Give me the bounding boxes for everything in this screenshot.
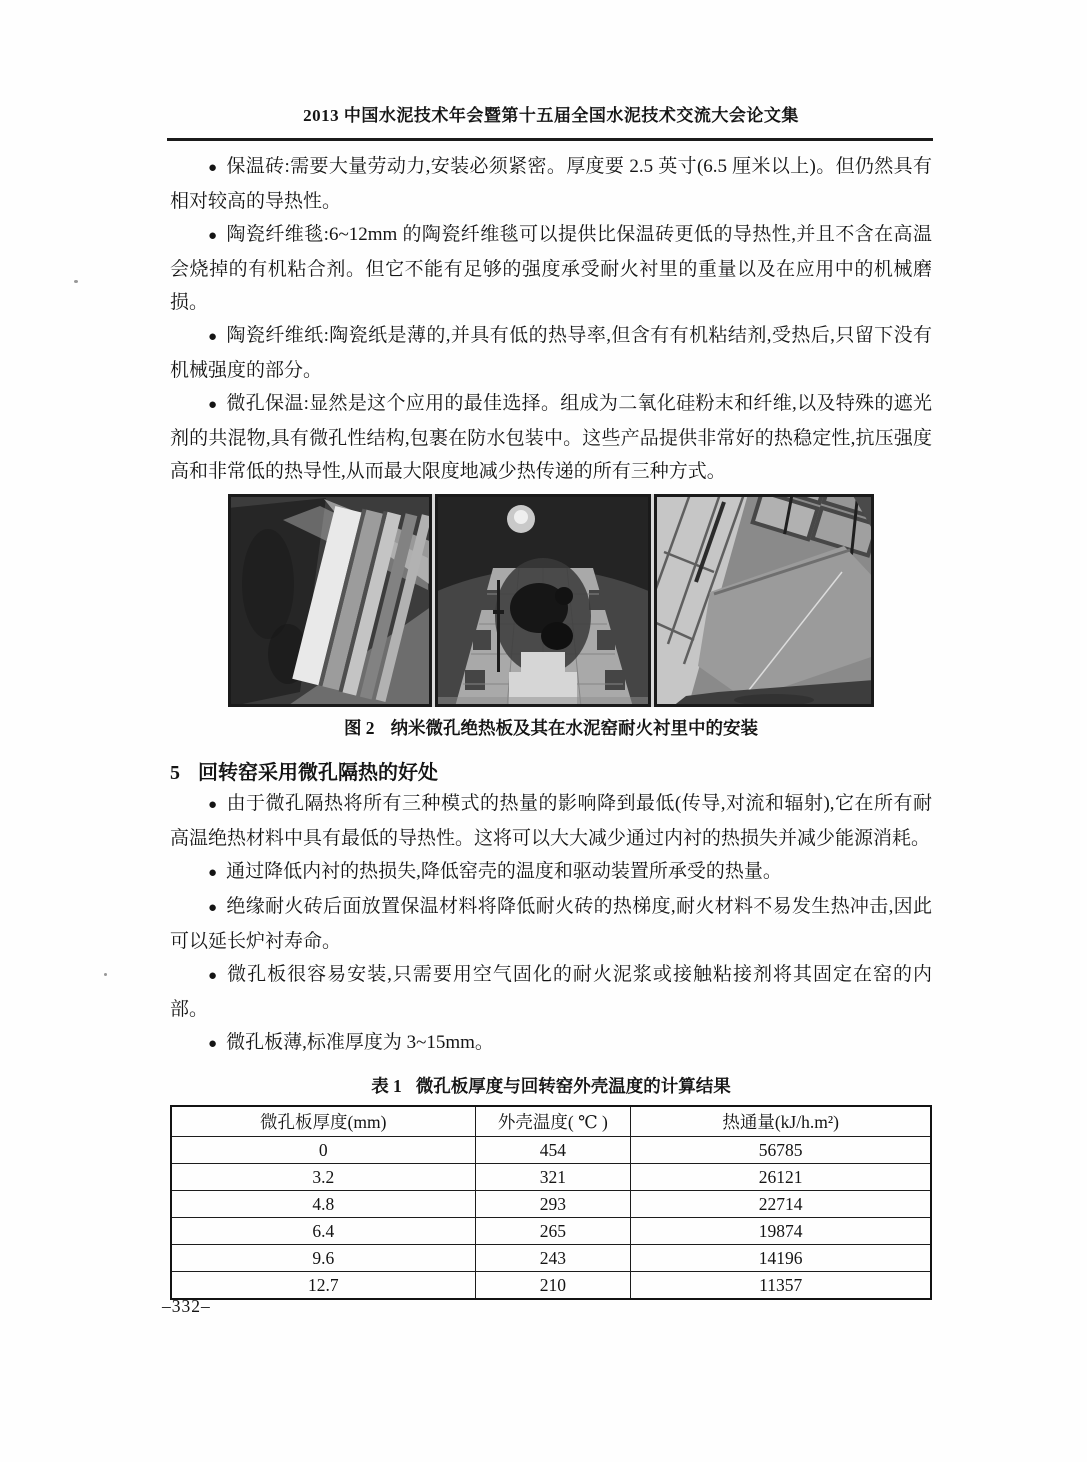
column-header-shell-temperature: 外壳温度( ℃ ) (475, 1106, 631, 1137)
bullet-glyph: ● (208, 160, 218, 176)
table-row (171, 1245, 931, 1272)
table-cell: 243 (475, 1245, 631, 1272)
table-label: 表 1 (371, 1076, 402, 1096)
table-cell: 293 (475, 1191, 631, 1218)
photo-microporous-panels (228, 494, 432, 707)
table-cell: 19874 (631, 1218, 931, 1245)
paragraph-text: 微孔板很容易安装,只需要用空气固化的耐火泥浆或接触粘接剂将其固定在窑的内部。 (170, 964, 932, 1020)
table-cell: 210 (475, 1272, 631, 1300)
table-1 (170, 1105, 932, 1300)
figure-2-photo-strip (228, 494, 874, 707)
table-cell: 14196 (631, 1245, 931, 1272)
photo-brick-lining-installation (654, 494, 874, 707)
table-cell: 4.8 (171, 1191, 475, 1218)
column-header-thickness: 微孔板厚度(mm) (171, 1106, 475, 1137)
photo-kiln-interior-installation (435, 494, 651, 707)
figure-caption-text: 纳米微孔绝热板及其在水泥窑耐火衬里中的安装 (390, 718, 759, 738)
page-body (170, 150, 932, 1300)
scan-speck (104, 973, 107, 976)
bullet-paragraph-ceramic-fiber-blanket (170, 218, 932, 319)
bullet-glyph: ● (208, 1036, 218, 1052)
bullet-glyph: ● (208, 797, 218, 813)
bullet-paragraph-benefit-easy-install (170, 958, 932, 1026)
table-cell: 11357 (631, 1272, 931, 1300)
table-header-row (171, 1106, 931, 1137)
table-cell: 321 (475, 1164, 631, 1191)
header-rule (167, 138, 933, 141)
table-cell: 6.4 (171, 1218, 475, 1245)
page-number: –332– (162, 1296, 211, 1316)
paragraph-text: 微孔板薄,标准厚度为 3~15mm。 (226, 1032, 494, 1053)
table-1-title (170, 1073, 932, 1098)
running-header: 2013 中国水泥技术年会暨第十五届全国水泥技术交流大会论文集 (303, 106, 799, 125)
table-cell: 3.2 (171, 1164, 475, 1191)
bullet-glyph: ● (208, 397, 218, 413)
bullet-paragraph-benefit-conductivity (170, 787, 932, 855)
table-cell: 265 (475, 1218, 631, 1245)
bullet-glyph: ● (208, 228, 218, 244)
section-heading-5 (170, 756, 932, 785)
paragraph-text: 保温砖:需要大量劳动力,安装必须紧密。厚度要 2.5 英寸(6.5 厘米以上)。但仍然具有相对较高的导热性。 (170, 156, 933, 212)
bullet-paragraph-benefit-shell-temperature (170, 855, 932, 890)
table-title-text: 微孔板厚度与回转窑外壳温度的计算结果 (415, 1076, 731, 1096)
paragraph-text: 陶瓷纤维毯:6~12mm 的陶瓷纤维毯可以提供比保温砖更低的导热性,并且不含在高温会烧掉的有机粘合剂。但它不能有足够的强度承受耐火衬里的重量以及在应用中的机械磨损。 (170, 224, 932, 313)
table-cell: 9.6 (171, 1245, 475, 1272)
paragraph-text: 陶瓷纤维纸:陶瓷纸是薄的,并具有低的热导率,但含有有机粘结剂,受热后,只留下没有机械强度的部分。 (170, 325, 933, 381)
table-row (171, 1164, 931, 1191)
table-row (171, 1191, 931, 1218)
column-header-heat-flux: 热通量(kJ/h.m²) (631, 1106, 931, 1137)
table-row (171, 1218, 931, 1245)
table-cell: 0 (171, 1137, 475, 1164)
table-cell: 26121 (631, 1164, 931, 1191)
table-cell: 454 (475, 1137, 631, 1164)
bullet-paragraph-microporous-insulation (170, 387, 932, 488)
section-title: 回转窑采用微孔隔热的好处 (198, 762, 438, 784)
figure-caption (228, 715, 874, 740)
paragraph-text: 绝缘耐火砖后面放置保温材料将降低耐火砖的热梯度,耐火材料不易发生热冲击,因此可以延长炉衬寿命。 (170, 896, 932, 952)
table-row (171, 1137, 931, 1164)
bullet-glyph: ● (208, 865, 218, 881)
bullet-glyph: ● (208, 329, 218, 345)
bullet-paragraph-benefit-thin-board (170, 1026, 932, 1061)
bullet-paragraph-insulating-brick (170, 150, 932, 218)
table-cell: 22714 (631, 1191, 931, 1218)
bullet-paragraph-benefit-thermal-gradient (170, 890, 932, 958)
paragraph-text: 微孔保温:显然是这个应用的最佳选择。组成为二氧化硅粉末和纤维,以及特殊的遮光剂的共混物,具有微孔性结构,包裹在防水包装中。这些产品提供非常好的热稳定性,抗压强度高和非常低的热导性,从而最大限度地减少热传递的所有三种方式。 (170, 393, 932, 482)
table-cell: 12.7 (171, 1272, 475, 1300)
bullet-glyph: ● (208, 968, 219, 984)
table-row (171, 1272, 931, 1300)
figure-label: 图 2 (343, 718, 375, 738)
section-number: 5 (170, 762, 180, 784)
paragraph-text: 由于微孔隔热将所有三种模式的热量的影响降到最低(传导,对流和辐射),它在所有耐高温绝热材料中具有最低的导热性。这将可以大大减少通过内衬的热损失并减少能源消耗。 (170, 793, 932, 849)
paragraph-text: 通过降低内衬的热损失,降低窑壳的温度和驱动装置所承受的热量。 (226, 861, 782, 882)
bullet-paragraph-ceramic-fiber-paper (170, 319, 932, 387)
scan-speck (74, 280, 78, 283)
table-cell: 56785 (631, 1137, 931, 1164)
bullet-glyph: ● (208, 900, 218, 916)
